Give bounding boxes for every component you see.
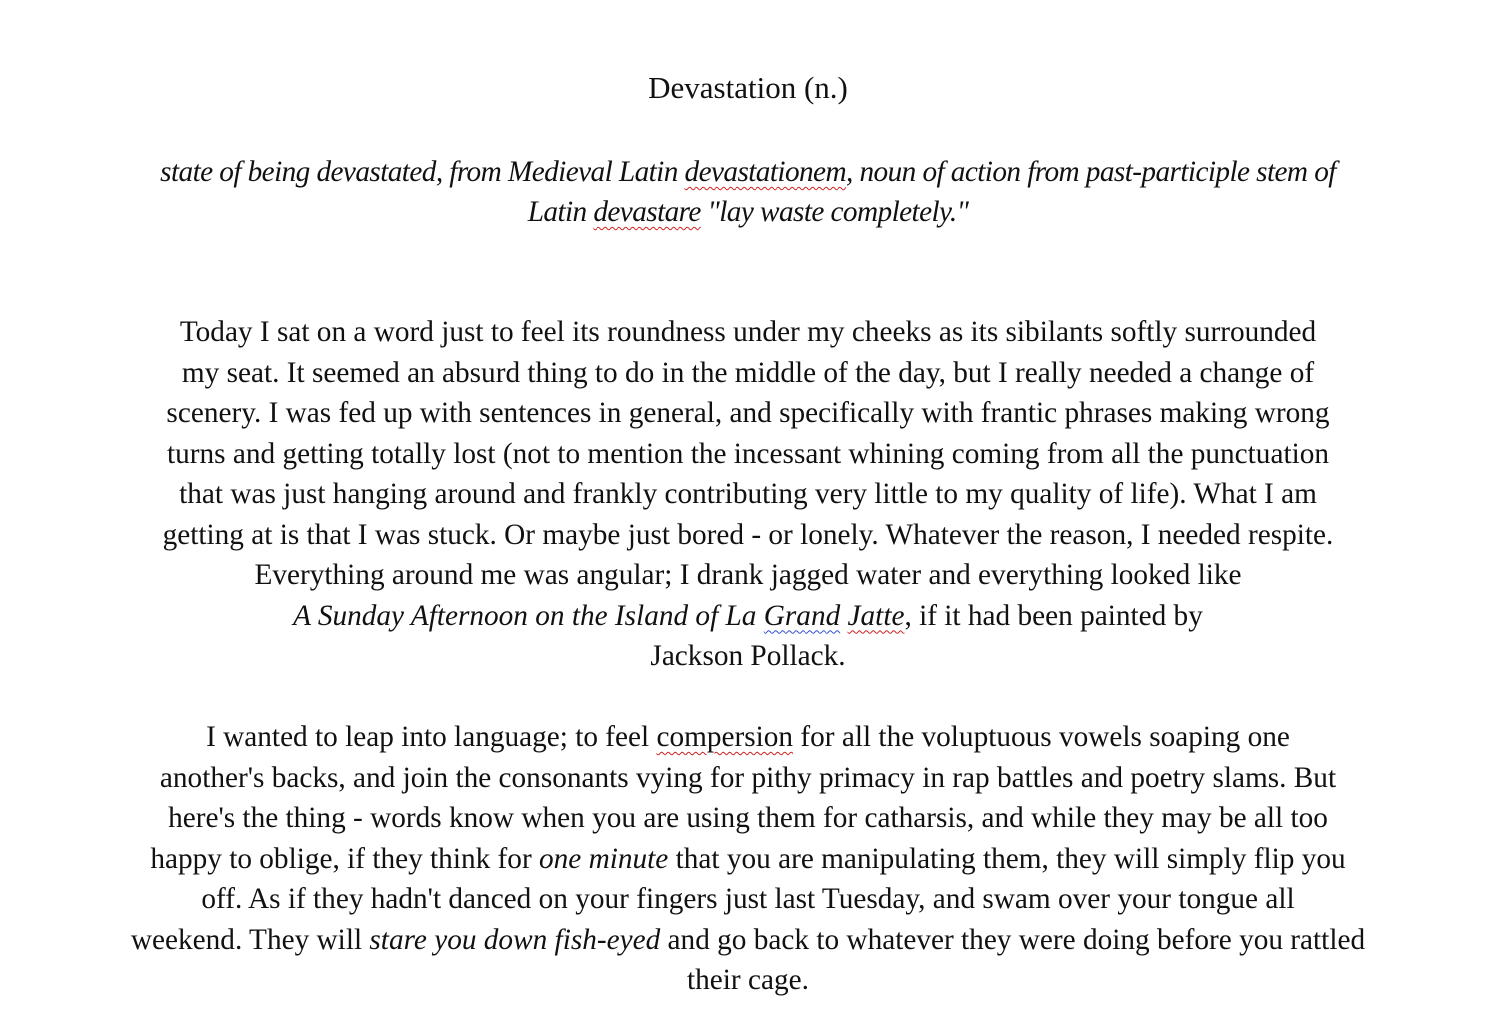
misspelled-word[interactable]: devastationem [684, 155, 847, 188]
paragraph-line: A Sunday Afternoon on the Island of La Grand Jatte, if it had been painted by [293, 598, 1203, 632]
misspelled-word[interactable]: Jatte [847, 598, 905, 632]
document-title: Devastation (n.) [648, 70, 848, 105]
etymology-definition [0, 152, 1496, 232]
definition-line: state of being devastated, from Medieval Latin devastationem, noun of action from past-participle stem of [160, 155, 1336, 188]
paragraph-line: getting at is that I was stuck. Or maybe just bored - or lonely. Whatever the reason, I needed respite. [162, 517, 1334, 551]
body-paragraph-1 [0, 312, 1496, 677]
misspelled-word[interactable]: compersion [656, 720, 794, 753]
emphasis-text: one minute [539, 841, 669, 875]
paragraph-line: scenery. I was fed up with sentences in general, and specifically with frantic phrases making wrong [166, 396, 1330, 429]
paragraph-line: turns and getting totally lost (not to mention the incessant whining coming from all the punctuation [166, 436, 1329, 470]
paragraph-line: Jackson Pollack. [650, 639, 846, 672]
paragraph-line: here's the thing - words know when you are using them for catharsis, and while they may be all too [168, 801, 1328, 834]
paragraph-line: Today I sat on a word just to feel its roundness under my cheeks as its sibilants softly surrounded [179, 315, 1317, 348]
misspelled-word[interactable]: devastare [593, 195, 701, 228]
grammar-flagged-word[interactable]: Grand [763, 598, 841, 632]
paragraph-line: their cage. [687, 963, 809, 996]
paragraph-line: weekend. They will stare you down fish-eyed and go back to whatever they were doing before you rattled [130, 922, 1366, 956]
paragraph-line: happy to oblige, if they think for one minute that you are manipulating them, they will simply flip you [150, 841, 1346, 875]
emphasis-text: stare you down fish-eyed [369, 922, 661, 956]
paragraph-line: another's backs, and join the consonants vying for pithy primacy in rap battles and poetry slams. But [159, 760, 1337, 794]
paragraph-line: I wanted to leap into language; to feel compersion for all the voluptuous vowels soaping one [206, 720, 1290, 753]
painting-title: A Sunday Afternoon on the Island of La Grand Jatte [293, 598, 905, 632]
paragraph-line: Everything around me was angular; I drank jagged water and everything looked like [254, 558, 1242, 591]
body-paragraph-2 [0, 717, 1496, 1001]
paragraph-line: that was just hanging around and frankly contributing very little to my quality of life). What I am [179, 477, 1317, 510]
paragraph-line: off. As if they hadn't danced on your fingers just last Tuesday, and swam over your tongue all [201, 882, 1295, 915]
definition-line: Latin devastare "lay waste completely." [527, 195, 969, 228]
paragraph-line: my seat. It seemed an absurd thing to do in the middle of the day, but I really needed a change of [181, 355, 1315, 389]
